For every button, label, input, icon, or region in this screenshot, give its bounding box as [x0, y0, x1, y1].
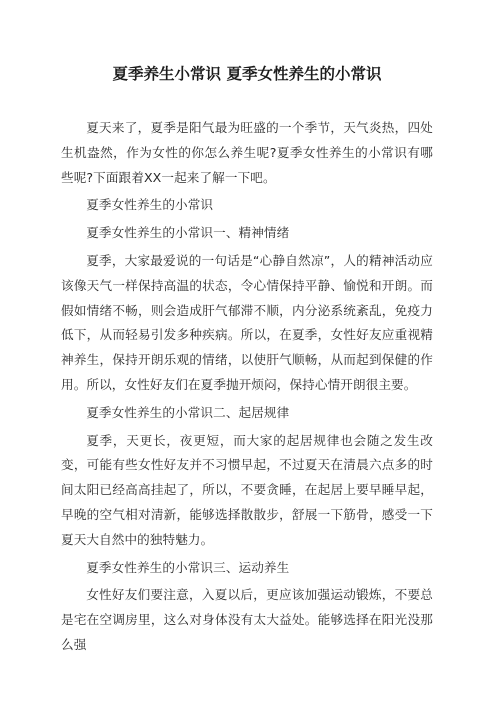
item-heading: 夏季女性养生的小常识二、起居规律 [86, 404, 290, 420]
document-title: 夏季养生小常识 夏季女性养生的小常识 [112, 65, 382, 83]
item-heading: 夏季女性养生的小常识三、运动养生 [86, 559, 290, 575]
item-body: 女性好友们要注意，入夏以后，更应该加强运动锻炼，不要总是宅在空调房里，这么对身体没有太大益处。能够选择在阳光没那么强 [61, 587, 433, 652]
item-heading: 夏季女性养生的小常识一、精神情绪 [86, 225, 290, 241]
intro-paragraph: 夏天来了，夏季是阳气最为旺盛的一个季节，天气炎热，四处生机盎然，作为女性的你怎么养生呢?夏季女性养生的小常识有哪些呢?下面跟着XX一起来了解一下吧。 [61, 120, 433, 185]
item-body: 夏季，大家最爱说的一句话是“心静自然凉”，人的精神活动应该像天气一样保持高温的状态，令心情保持平静、愉悦和开朗。而假如情绪不畅，则会造成肝气郁滞不顺，内分泌系统紊乱，免疫力低下，从而轻易引发多种疾病。所以，在夏季，女性好友应重视精神养生，保持开朗乐观的情绪，以使肝气顺畅，从而起到保健的作用。所以，女性好友们在夏季抛开烦闷，保持心情开朗很主要。 [61, 252, 433, 392]
section-title: 夏季女性养生的小常识 [86, 197, 214, 213]
item-body: 夏季，天更长，夜更短，而大家的起居规律也会随之发生改变，可能有些女性好友并不习惯早起，不过夏天在清晨六点多的时间太阳已经高高挂起了，所以，不要贪睡，在起居上要早睡早起，早晚的空气相对清新，能够选择散散步，舒展一下筋骨，感受一下夏天大自然中的独特魅力。 [61, 432, 433, 547]
